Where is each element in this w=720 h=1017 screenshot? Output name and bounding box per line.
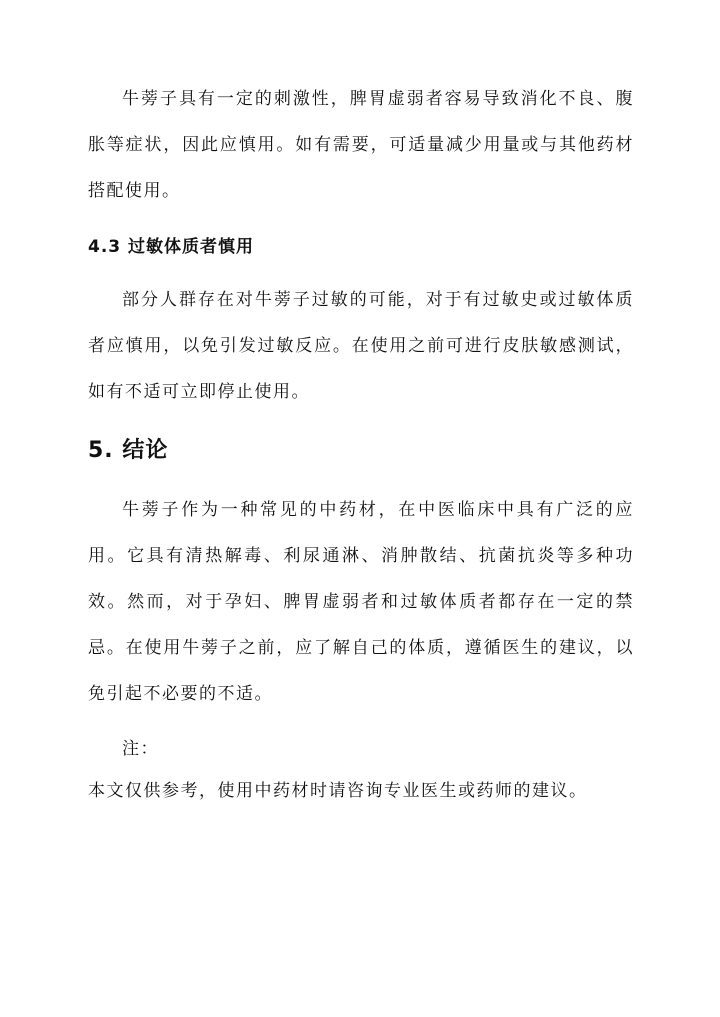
paragraph-allergy-caution: 部分人群存在对牛蒡子过敏的可能，对于有过敏史或过敏体质者应慎用，以免引发过敏反应。在使用之前可进行皮肤敏感测试，如有不适可立即停止使用。 [88,290,634,402]
heading-conclusion: 5. 结论 [88,438,169,463]
heading-allergy-caution: 4.3 过敏体质者慎用 [88,237,255,257]
note-label: 注： [122,739,159,759]
note-text: 本文仅供参考，使用中药材时请咨询专业医生或药师的建议。 [88,781,588,801]
paragraph-conclusion: 牛蒡子作为一种常见的中药材，在中医临床中具有广泛的应用。它具有清热解毒、利尿通淋、消肿散结、抗菌抗炎等多种功效。然而，对于孕妇、脾胃虚弱者和过敏体质者都存在一定的禁忌。在使用牛蒡子之前，应了解自己的体质，遵循医生的建议，以免引起不必要的不适。 [88,500,634,704]
paragraph-spleen-caution: 牛蒡子具有一定的刺激性，脾胃虚弱者容易导致消化不良、腹胀等症状，因此应慎用。如有需要，可适量减少用量或与其他药材搭配使用。 [88,89,634,201]
